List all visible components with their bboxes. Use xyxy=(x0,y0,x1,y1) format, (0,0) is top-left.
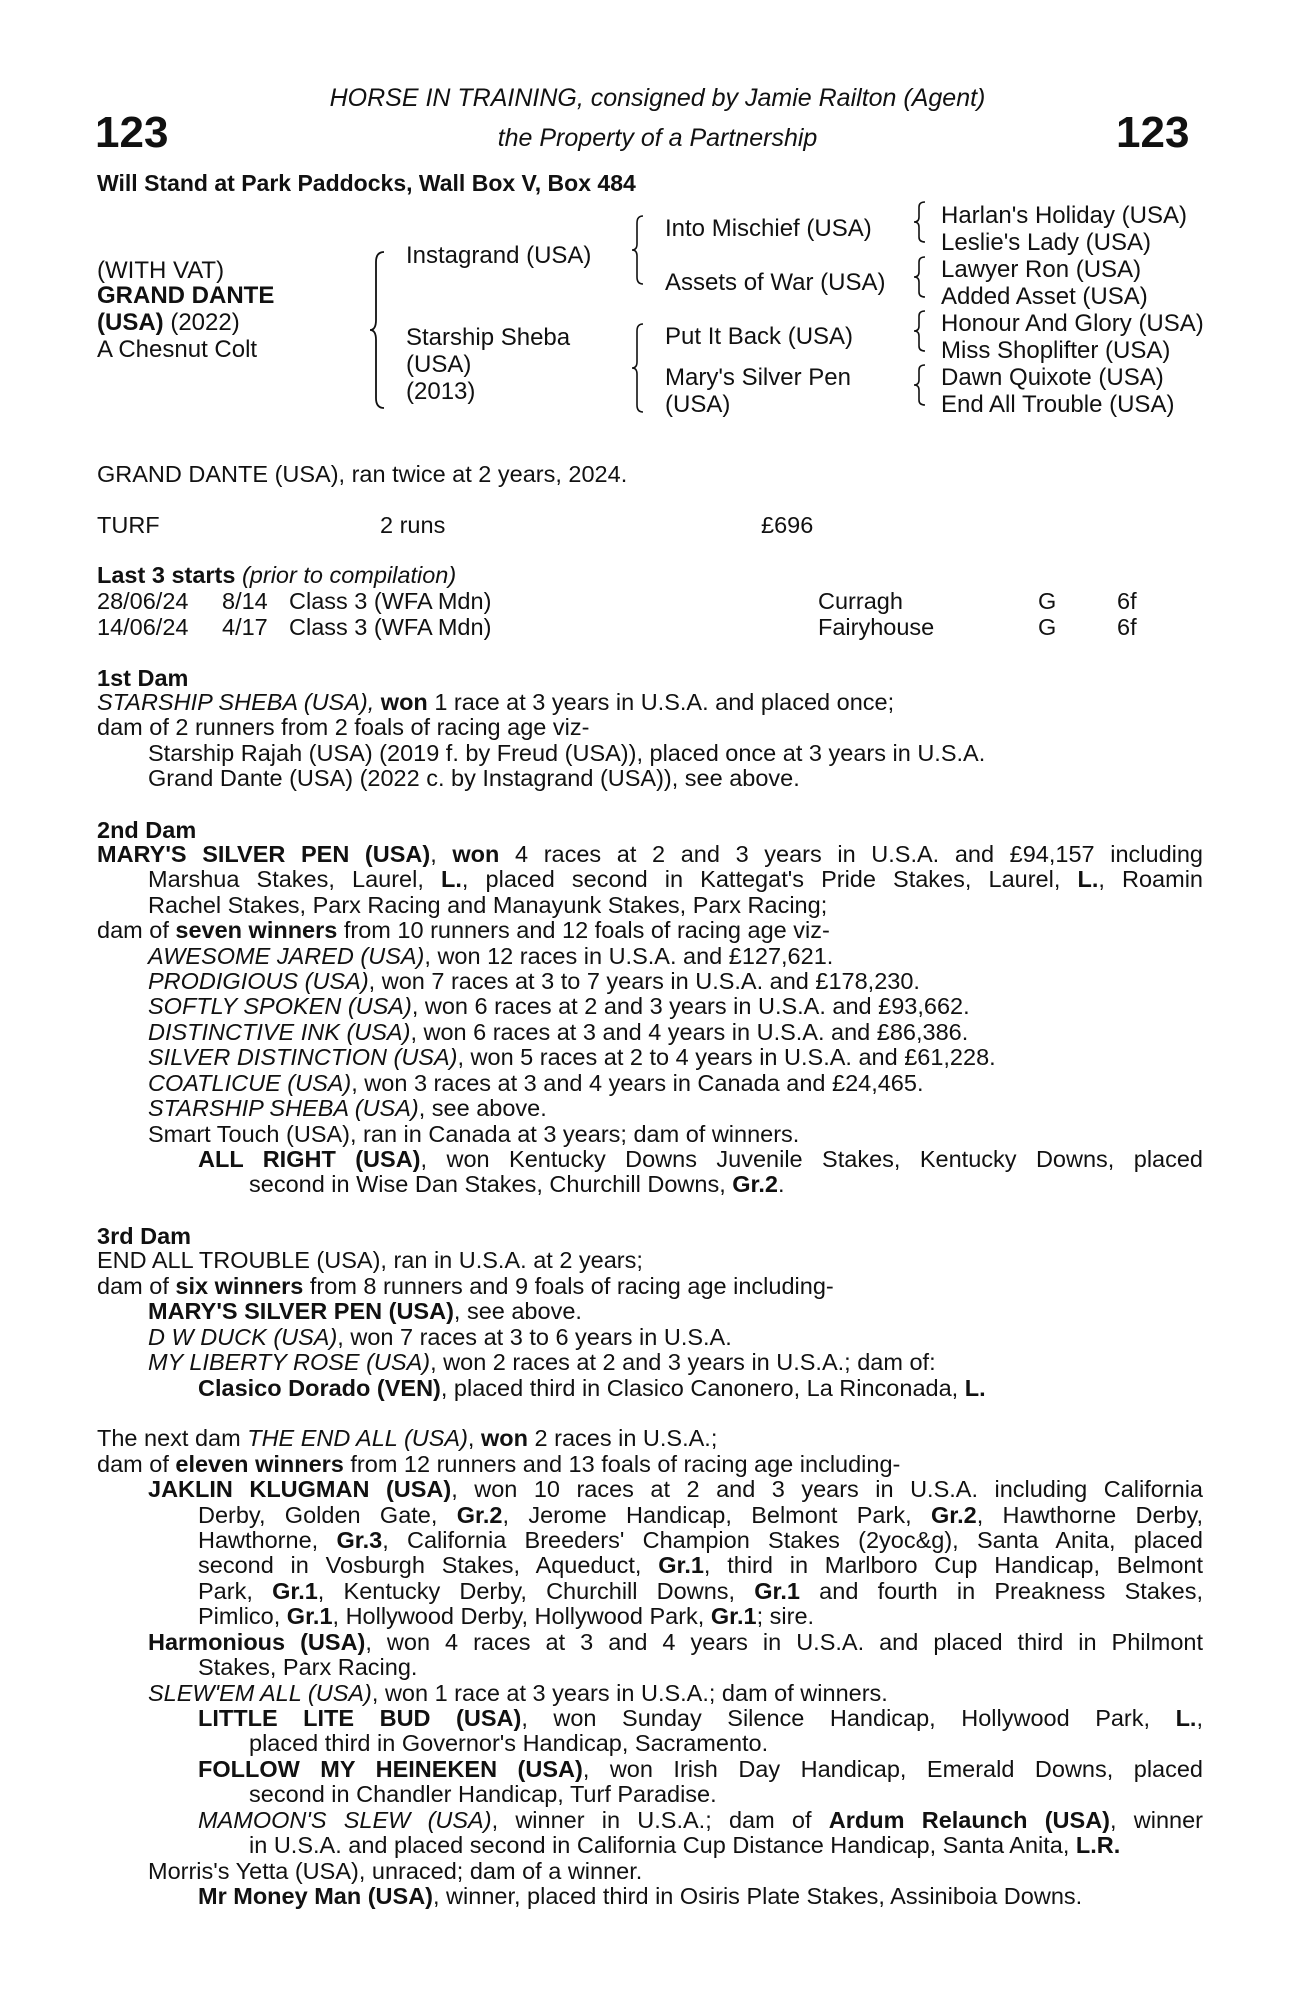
pedigree-sire-sire: Into Mischief (USA) xyxy=(665,215,872,242)
pedigree-brace-dam xyxy=(630,322,646,414)
grand-progeny-line: LITTLE LITE BUD (USA), won Sunday Silence Handicap, Hollywood Park, L., xyxy=(198,1705,1203,1731)
third-dam-line: END ALL TROUBLE (USA), ran in U.S.A. at 2 years; xyxy=(97,1247,643,1273)
progeny-line: JAKLIN KLUGMAN (USA), won 10 races at 2 and 3 years in U.S.A. including California xyxy=(148,1476,1203,1502)
pedigree-dsd: Miss Shoplifter (USA) xyxy=(941,337,1171,364)
record-runs: 2 runs xyxy=(380,512,446,538)
grand-progeny-line: ALL RIGHT (USA), won Kentucky Downs Juvenile Stakes, Kentucky Downs, placed xyxy=(198,1146,1204,1172)
progeny-line: Park, Gr.1, Kentucky Derby, Churchill Downs, Gr.1 and fourth in Preakness Stakes, xyxy=(198,1578,1203,1604)
pedigree-ssd: Leslie's Lady (USA) xyxy=(941,229,1151,256)
pedigree-brace-main xyxy=(368,250,388,410)
progeny-line: D W DUCK (USA), won 7 races at 3 to 6 years in U.S.A. xyxy=(148,1324,732,1350)
progeny-line: Smart Touch (USA), ran in Canada at 3 years; dam of winners. xyxy=(148,1121,800,1147)
progeny-line: STARSHIP SHEBA (USA), see above. xyxy=(148,1095,547,1121)
first-dam-line: Starship Rajah (USA) (2019 f. by Freud (USA)), placed once at 3 years in U.S.A. xyxy=(148,740,986,766)
third-dam-line: dam of six winners from 8 runners and 9 foals of racing age including- xyxy=(97,1273,834,1299)
next-dam-line: The next dam THE END ALL (USA), won 2 races in U.S.A.; xyxy=(97,1425,718,1451)
horse-description: A Chesnut Colt xyxy=(97,336,258,363)
pedigree-brace-sire xyxy=(630,214,646,286)
progeny-line: COATLICUE (USA), won 3 races at 3 and 4 years in Canada and £24,465. xyxy=(148,1070,924,1096)
pedigree-brace-sd xyxy=(912,255,928,299)
grand-progeny-line: in U.S.A. and placed second in California Cup Distance Handicap, Santa Anita, L.R. xyxy=(249,1832,1121,1858)
pedigree-sire-dam: Assets of War (USA) xyxy=(665,269,886,296)
pedigree-dam-sire: Put It Back (USA) xyxy=(665,323,854,350)
pedigree-dss: Honour And Glory (USA) xyxy=(941,310,1204,337)
property-line: the Property of a Partnership xyxy=(497,124,818,152)
race-summary: GRAND DANTE (USA), ran twice at 2 years, 2024. xyxy=(97,461,628,487)
stand-location: Will Stand at Park Paddocks, Wall Box V, Box 484 xyxy=(97,170,636,196)
vat-note: (WITH VAT) xyxy=(97,257,225,284)
progeny-line: second in Vosburgh Stakes, Aqueduct, Gr.1, third in Marlboro Cup Handicap, Belmont xyxy=(198,1552,1204,1578)
third-dam-heading: 3rd Dam xyxy=(97,1223,192,1249)
pedigree-brace-ds xyxy=(912,309,928,353)
pedigree-dam-line3: (2013) xyxy=(406,378,476,405)
grand-progeny-line: second in Chandler Handicap, Turf Paradise. xyxy=(249,1781,717,1807)
start-row: 14/06/24 4/17 Class 3 (WFA Mdn) Fairyhouse G 6f xyxy=(97,614,1137,640)
first-dam-line: Grand Dante (USA) (2022 c. by Instagrand (USA)), see above. xyxy=(148,765,800,791)
progeny-line: MARY'S SILVER PEN (USA), see above. xyxy=(148,1298,582,1324)
pedigree-sire: Instagrand (USA) xyxy=(406,242,592,269)
grand-progeny-line: FOLLOW MY HEINEKEN (USA), won Irish Day Handicap, Emerald Downs, placed xyxy=(198,1756,1204,1782)
pedigree-sds: Lawyer Ron (USA) xyxy=(941,256,1142,283)
progeny-line: Hawthorne, Gr.3, California Breeders' Champion Stakes (2yoc&g), Santa Anita, placed xyxy=(198,1527,1203,1553)
progeny-line: Harmonious (USA), won 4 races at 3 and 4 years in U.S.A. and placed third in Philmont xyxy=(148,1629,1203,1655)
first-dam-line: STARSHIP SHEBA (USA), won 1 race at 3 years in U.S.A. and placed once; xyxy=(97,689,895,715)
progeny-line: SLEW'EM ALL (USA), won 1 race at 3 years in U.S.A.; dam of winners. xyxy=(148,1680,888,1706)
record-surface: TURF xyxy=(97,512,160,538)
last-starts-heading: Last 3 starts (prior to compilation) xyxy=(97,562,457,588)
second-dam-line: Marshua Stakes, Laurel, L., placed second in Kattegat's Pride Stakes, Laurel, L., Roamin xyxy=(148,866,1203,892)
progeny-line: Derby, Golden Gate, Gr.2, Jerome Handicap, Belmont Park, Gr.2, Hawthorne Derby, xyxy=(198,1502,1204,1528)
record-earnings: £696 xyxy=(761,512,814,538)
progeny-line: DISTINCTIVE INK (USA), won 6 races at 3 and 4 years in U.S.A. and £86,386. xyxy=(148,1019,969,1045)
horse-name: GRAND DANTE xyxy=(97,282,275,309)
second-dam-heading: 2nd Dam xyxy=(97,817,197,843)
second-dam-line: dam of seven winners from 10 runners and 12 foals of racing age viz- xyxy=(97,917,830,943)
progeny-line: Stakes, Parx Racing. xyxy=(198,1654,418,1680)
pedigree-dds: Dawn Quixote (USA) xyxy=(941,364,1164,391)
pedigree-brace-ss xyxy=(912,200,928,244)
lot-number-right: 123 xyxy=(1116,108,1190,157)
progeny-line: SILVER DISTINCTION (USA), won 5 races at 2 to 4 years in U.S.A. and £61,228. xyxy=(148,1044,996,1070)
start-row: 28/06/24 8/14 Class 3 (WFA Mdn) Curragh G 6f xyxy=(97,588,1137,614)
progeny-line: Pimlico, Gr.1, Hollywood Derby, Hollywood Park, Gr.1; sire. xyxy=(198,1603,815,1629)
pedigree-dam-dam-line1: Mary's Silver Pen xyxy=(665,364,851,391)
next-dam-line: dam of eleven winners from 12 runners and 13 foals of racing age including- xyxy=(97,1451,901,1477)
progeny-line: Morris's Yetta (USA), unraced; dam of a winner. xyxy=(148,1858,643,1884)
grand-progeny-line: Mr Money Man (USA), winner, placed third in Osiris Plate Stakes, Assiniboia Downs. xyxy=(198,1883,1083,1909)
first-dam-heading: 1st Dam xyxy=(97,665,189,691)
pedigree-ddd: End All Trouble (USA) xyxy=(941,391,1175,418)
pedigree-dam-line1: Starship Sheba xyxy=(406,324,571,351)
progeny-line: PRODIGIOUS (USA), won 7 races at 3 to 7 years in U.S.A. and £178,230. xyxy=(148,968,920,994)
pedigree-sss: Harlan's Holiday (USA) xyxy=(941,202,1187,229)
first-dam-line: dam of 2 runners from 2 foals of racing age viz- xyxy=(97,714,590,740)
pedigree-brace-dd xyxy=(912,363,928,407)
grand-progeny-line: Clasico Dorado (VEN), placed third in Clasico Canonero, La Rinconada, L. xyxy=(198,1375,986,1401)
pedigree-dam-dam-line2: (USA) xyxy=(665,391,731,418)
lot-number-left: 123 xyxy=(95,108,169,157)
progeny-line: MY LIBERTY ROSE (USA), won 2 races at 2 and 3 years in U.S.A.; dam of: xyxy=(148,1349,936,1375)
grand-progeny-line: second in Wise Dan Stakes, Churchill Downs, Gr.2. xyxy=(249,1171,785,1197)
second-dam-line: Rachel Stakes, Parx Racing and Manayunk Stakes, Parx Racing; xyxy=(148,892,828,918)
grand-progeny-line: MAMOON'S SLEW (USA), winner in U.S.A.; dam of Ardum Relaunch (USA), winner xyxy=(198,1807,1203,1833)
grand-progeny-line: placed third in Governor's Handicap, Sacramento. xyxy=(249,1730,769,1756)
progeny-line: AWESOME JARED (USA), won 12 races in U.S.A. and £127,621. xyxy=(148,943,834,969)
consignor-line: HORSE IN TRAINING, consigned by Jamie Railton (Agent) xyxy=(329,84,986,112)
pedigree-dam-line2: (USA) xyxy=(406,351,472,378)
progeny-line: SOFTLY SPOKEN (USA), won 6 races at 2 and 3 years in U.S.A. and £93,662. xyxy=(148,993,970,1019)
horse-origin-year: (USA) (2022) xyxy=(97,309,240,336)
second-dam-line: MARY'S SILVER PEN (USA), won 4 races at 2 and 3 years in U.S.A. and £94,157 including xyxy=(97,841,1204,867)
pedigree-sdd: Added Asset (USA) xyxy=(941,283,1148,310)
